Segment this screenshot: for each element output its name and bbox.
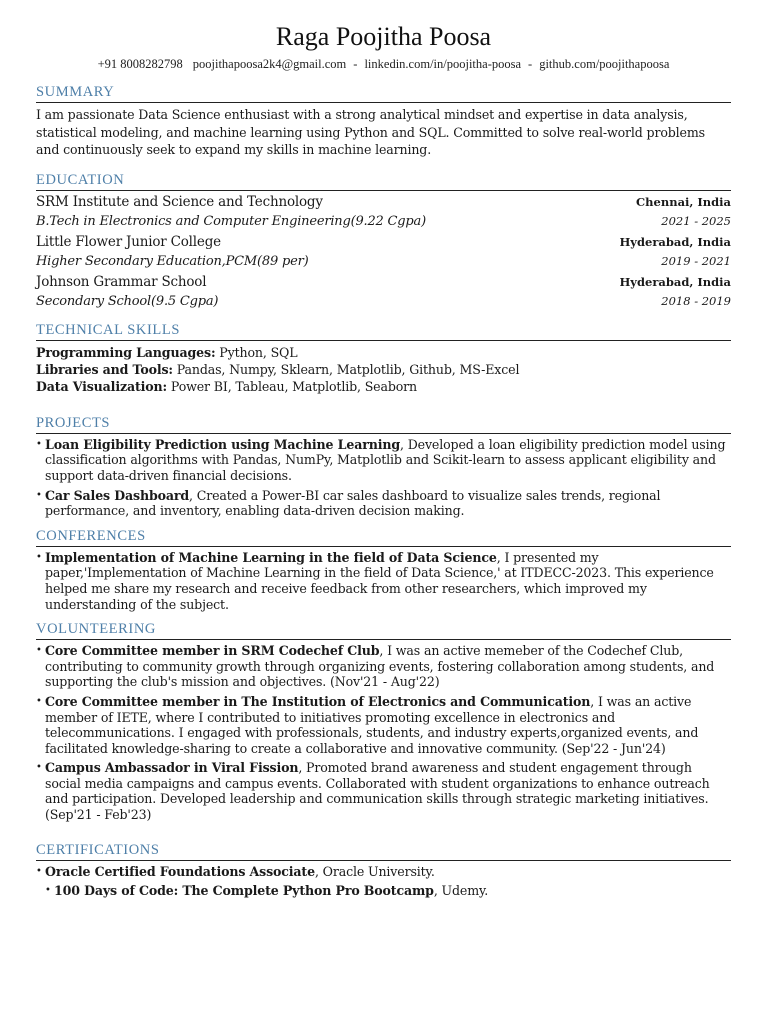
bullet-icon: • — [36, 551, 42, 563]
bullet-icon: • — [36, 865, 42, 877]
item-heading: 100 Days of Code: The Complete Python Pro Bootcamp — [54, 883, 434, 899]
list-item — [36, 760, 731, 823]
institution-name: Johnson Grammar School — [36, 273, 207, 290]
skill-value: Python, SQL — [215, 344, 298, 360]
item-heading: Core Committee member in SRM Codechef Club — [45, 643, 380, 659]
education-dates: 2019 - 2021 — [661, 253, 731, 268]
bullet-icon: • — [36, 695, 42, 707]
summary-text: I am passionate Data Science enthusiast with a strong analytical mindset and expertise in data analysis, statistical modeling, and machine learning using Python and SQL. Committed to solve real-world problems and continuously seek to expand my skills in machine learning. — [36, 107, 705, 158]
section-title-summary: SUMMARY — [36, 83, 731, 103]
item-text: , I presented my paper,'Implementation of Machine Learning in the field of Data Science,' at ITDECC-2023. This experience helped me share my research and receive feedback from other researchers, which improved my understanding of the subject. — [45, 549, 714, 612]
institution-name: Little Flower Junior College — [36, 233, 221, 250]
skill-label: Programming Languages: — [36, 344, 216, 360]
bullet-icon: • — [36, 489, 42, 501]
education-row — [36, 233, 731, 252]
item-text: , Developed a loan eligibility prediction model using classification algorithms with Pandas, NumPy, Matplotlib and Scikit-learn to assess applicant eligibility and support data-driven financial decisions. — [45, 436, 726, 483]
skill-value: Power BI, Tableau, Matplotlib, Seaborn — [167, 378, 418, 394]
skill-value: Pandas, Numpy, Sklearn, Matplotlib, Github, MS-Excel — [172, 361, 520, 377]
email-link[interactable]: poojithapoosa2k4@gmail.com — [192, 57, 347, 71]
education-section — [36, 171, 731, 311]
education-list — [36, 193, 731, 311]
bullet-icon: • — [36, 762, 42, 774]
contact-separator: - — [528, 57, 533, 71]
list-item — [45, 883, 731, 899]
education-row — [36, 273, 731, 292]
section-title-skills: TECHNICAL SKILLS — [36, 321, 731, 341]
institution-location: Hyderabad, India — [619, 274, 731, 289]
item-heading: Implementation of Machine Learning in the field of Data Science — [45, 549, 497, 565]
projects-list — [36, 437, 731, 519]
certifications-list — [36, 864, 731, 899]
projects-section — [36, 414, 731, 519]
summary-section — [36, 83, 731, 159]
linkedin-link[interactable]: linkedin.com/in/poojitha-poosa — [364, 57, 522, 71]
section-title-conferences: CONFERENCES — [36, 527, 731, 547]
education-row — [36, 193, 731, 212]
item-heading: Core Committee member in The Institution of Electronics and Communication — [45, 693, 591, 709]
education-dates: 2018 - 2019 — [661, 293, 731, 308]
education-entry — [36, 193, 731, 231]
skill-row — [36, 378, 731, 395]
degree-name: Secondary School(9.5 Cgpa) — [36, 293, 219, 309]
github-link[interactable]: github.com/poojithapoosa — [539, 57, 670, 71]
volunteering-section — [36, 620, 731, 823]
skills-list — [36, 344, 731, 395]
education-entry — [36, 233, 731, 271]
education-row — [36, 212, 731, 231]
degree-name: Higher Secondary Education,PCM(89 per) — [36, 253, 309, 269]
skills-section — [36, 321, 731, 395]
item-heading: Oracle Certified Foundations Associate — [45, 863, 315, 879]
item-heading: Car Sales Dashboard — [45, 487, 190, 503]
item-text: , Udemy. — [433, 883, 489, 899]
list-item — [36, 693, 731, 756]
volunteering-list — [36, 643, 731, 823]
section-title-certifications: CERTIFICATIONS — [36, 841, 731, 861]
conferences-section — [36, 527, 731, 612]
education-dates: 2021 - 2025 — [661, 213, 731, 228]
section-title-education: EDUCATION — [36, 171, 731, 191]
institution-name: SRM Institute and Science and Technology — [36, 193, 323, 210]
item-text: , I was an active member of IETE, where I contributed to initiatives promoting excellence in electronics and telecommunications. I engaged with professionals, students, and industry experts,organized events, and facilitated knowledge-sharing to create a collaborative and innovative community. (Sep'22 - Jun'24) — [45, 693, 699, 756]
section-title-volunteering: VOLUNTEERING — [36, 620, 731, 640]
item-heading: Campus Ambassador in Viral Fission — [45, 760, 299, 776]
list-item — [36, 643, 731, 690]
item-text: , Created a Power-BI car sales dashboard to visualize sales trends, regional performance, and inventory, enabling data-driven decision making. — [45, 487, 661, 519]
list-item — [36, 487, 731, 519]
skill-row — [36, 344, 731, 361]
list-item — [36, 436, 731, 484]
item-text: , Promoted brand awareness and student engagement through social media campaigns and campus events. Collaborated with student organizations to enhance outreach and participation. Developed leadership and communication skills through strategic marketing initiatives. (Sep'21 - Feb'23) — [45, 760, 710, 823]
skill-label: Libraries and Tools: — [36, 361, 173, 377]
candidate-name: Raga Poojitha Poosa — [275, 22, 492, 51]
institution-location: Chennai, India — [636, 194, 731, 209]
list-item — [36, 863, 731, 880]
contact-separator: - — [353, 57, 358, 71]
bullet-icon: • — [45, 885, 51, 897]
skill-label: Data Visualization: — [36, 378, 168, 394]
certifications-section — [36, 841, 731, 899]
section-title-projects: PROJECTS — [36, 414, 731, 434]
contact-line — [36, 55, 731, 73]
education-row — [36, 292, 731, 311]
item-text: , Oracle University. — [314, 863, 435, 879]
phone-number: +91 8008282798 — [97, 57, 183, 71]
item-heading: Loan Eligibility Prediction using Machine Learning — [45, 436, 401, 452]
bullet-icon: • — [36, 645, 42, 657]
list-item — [36, 549, 731, 612]
degree-name: B.Tech in Electronics and Computer Engineering(9.22 Cgpa) — [36, 213, 426, 229]
bullet-icon: • — [36, 438, 42, 450]
education-row — [36, 252, 731, 271]
conferences-list — [36, 550, 731, 612]
resume-page — [36, 20, 731, 903]
education-entry — [36, 273, 731, 311]
skill-row — [36, 361, 731, 378]
item-text: , I was an active memeber of the Codechef Club, contributing to community growth through organizing events, fostering collaboration among students, and supporting the club's mission and objectives. (Nov'21 - Aug'22) — [45, 643, 715, 690]
institution-location: Hyderabad, India — [619, 234, 731, 249]
